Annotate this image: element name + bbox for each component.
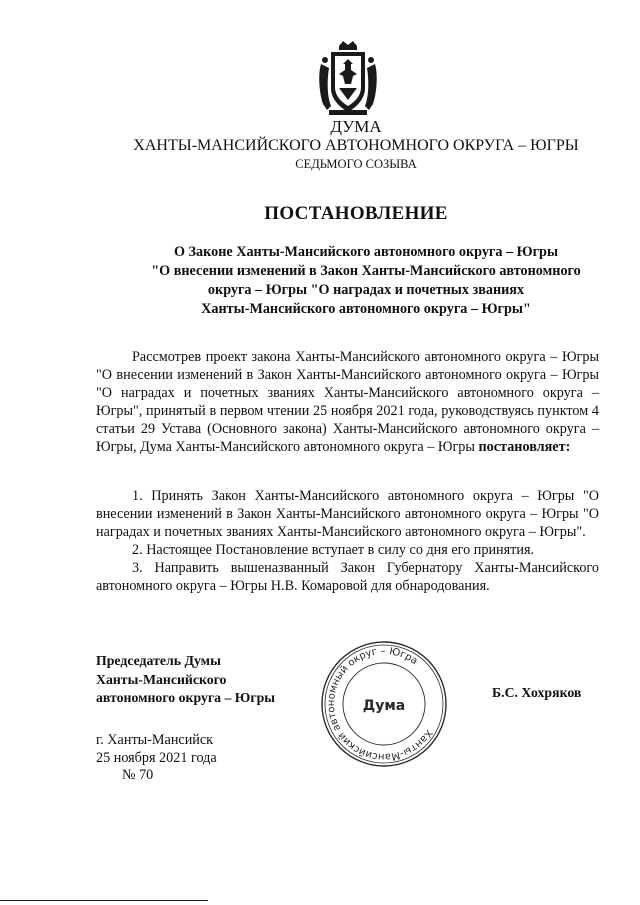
preamble-paragraph (96, 348, 599, 456)
place-of-issue: г. Ханты-Мансийск (96, 732, 214, 748)
subject-line: "О внесении изменений в Закон Ханты-Мансийского автономного (151, 263, 581, 279)
document-subject (96, 243, 636, 319)
resolution-item: 1. Принять Закон Ханты-Мансийского автономного округа – Югры "О внесении изменений в Закон Ханты-Мансийского автономного округа – Югры "О наградах и почетных званиях Ханты-Мансийского автономного округа – Югры". (96, 488, 599, 540)
okrug-title: ХАНТЫ-МАНСИЙСКОГО АВТОНОМНОГО ОКРУГА – ЮГРЫ (133, 137, 579, 154)
chairman-title-line: Председатель Думы (96, 653, 221, 668)
resolution-items (96, 487, 599, 595)
subject-line: округа – Югры "О наградах и почетных званиях (207, 282, 525, 298)
preamble-text: Рассмотрев проект закона Ханты-Мансийского автономного округа – Югры "О внесении изменений в Закон Ханты-Мансийского автономного округа – Югры "О наградах и почетных званиях Ханты-Мансийского автономного округа – Югры", принятый в первом чтении 25 ноября 2021 года, руководствуясь пунктом 4 статьи 29 Устава (Основного закона) Ханты-Мансийского автономного округа – Югры, Дума Ханты-Мансийского автономного округа – Югры (96, 349, 599, 455)
duma-title: ДУМА (330, 117, 382, 136)
chairman-title-line: автономного округа – Югры (96, 690, 276, 705)
stamp-center-text: Дума (362, 698, 406, 714)
resolves-word: постановляет: (478, 439, 571, 455)
subject-line: О Законе Ханты-Мансийского автономного округа – Югры (173, 244, 559, 260)
chairman-title-line: Ханты-Мансийского (96, 671, 227, 687)
resolution-item: 3. Направить вышеназванный Закон Губернатору Ханты-Мансийского автономного округа – Югры Н.В. Комаровой для обнародования. (96, 560, 599, 594)
signer-name: Б.С. Хохряков (492, 685, 582, 700)
convocation-title: СЕДЬМОГО СОЗЫВА (295, 157, 417, 171)
subject-line: Ханты-Мансийского автономного округа – Югры" (201, 301, 531, 317)
stamp-ring-text: Ханты-Мансийский автономный округ – Югра (325, 645, 435, 763)
document-footer (96, 732, 217, 785)
coat-of-arms-emblem-icon (317, 40, 379, 118)
issue-date: 25 ноября 2021 года (96, 749, 217, 766)
resolution-item: 2. Настоящее Постановление вступает в силу со дня его принятия. (132, 542, 535, 558)
bottom-rule (0, 900, 208, 901)
official-stamp (318, 638, 450, 770)
document-type: ПОСТАНОВЛЕНИЕ (264, 203, 448, 224)
chairman-title (96, 652, 275, 708)
document-number: № 70 (122, 767, 154, 783)
